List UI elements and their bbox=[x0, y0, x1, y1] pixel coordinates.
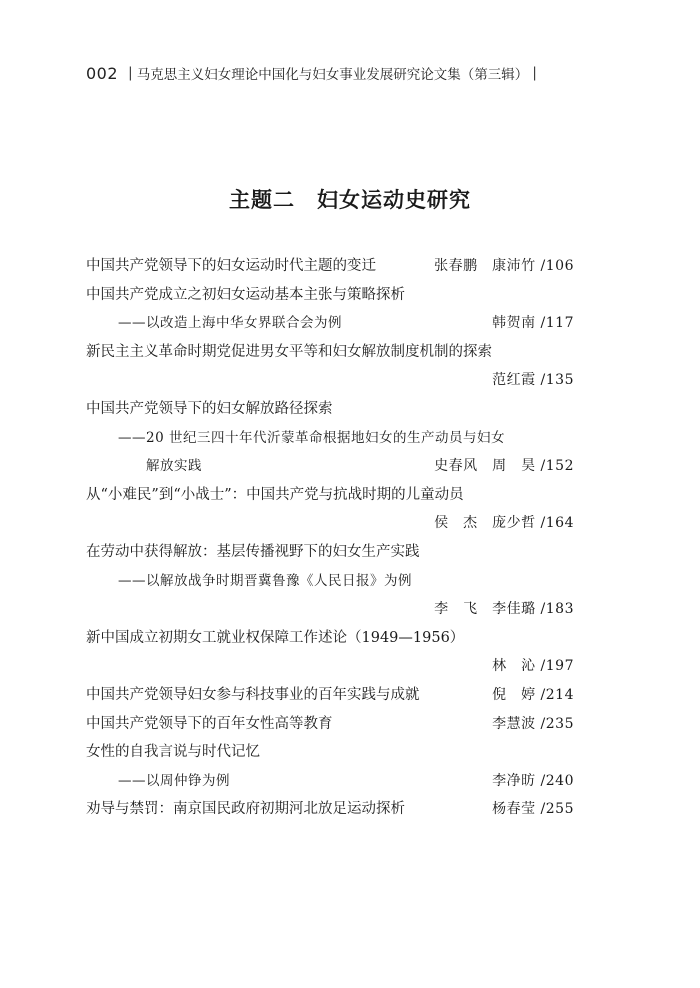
toc-entry-title: 中国共产党成立之初妇女运动基本主张与策略探析 bbox=[86, 286, 405, 303]
toc-entry-authors: 林 沁 /197 bbox=[492, 658, 574, 675]
toc-entry-authors: 李净昉 /240 bbox=[492, 772, 574, 789]
toc-entry-title: 从“小难民”到“小战士”：中国共产党与抗战时期的儿童动员 bbox=[86, 486, 464, 503]
table-of-contents bbox=[86, 252, 574, 824]
toc-entry-title: 解放实践 bbox=[146, 458, 202, 475]
toc-entry-title: 劝导与禁罚：南京国民政府初期河北放足运动探析 bbox=[86, 801, 405, 818]
toc-entry bbox=[86, 538, 574, 567]
running-header bbox=[86, 62, 541, 84]
toc-entry-title: 新民主主义革命时期党促进男女平等和妇女解放制度机制的探索 bbox=[86, 343, 492, 360]
toc-entry bbox=[86, 681, 574, 710]
toc-entry-authors: 杨春莹 /255 bbox=[492, 801, 574, 818]
header-separator: | bbox=[128, 65, 133, 81]
toc-entry-title: 女性的自我言说与时代记忆 bbox=[86, 744, 260, 761]
toc-entry-title: 新中国成立初期女工就业权保障工作述论（1949—1956） bbox=[86, 629, 465, 646]
toc-entry-title: ——以周仲铮为例 bbox=[118, 772, 230, 789]
toc-entry bbox=[86, 281, 574, 310]
toc-entry-title: ——20 世纪三四十年代沂蒙革命根据地妇女的生产动员与妇女 bbox=[118, 429, 505, 446]
toc-entry-authors: 韩贺南 /117 bbox=[492, 315, 574, 332]
toc-entry-title: 中国共产党领导下的妇女解放路径探索 bbox=[86, 400, 333, 417]
toc-entry-authors: 侯 杰 庞少哲 /164 bbox=[434, 515, 574, 532]
toc-entry-subtitle bbox=[86, 567, 574, 596]
toc-entry-title: ——以改造上海中华女界联合会为例 bbox=[118, 315, 342, 332]
toc-entry-title: 中国共产党领导下的百年女性高等教育 bbox=[86, 715, 333, 732]
toc-entry bbox=[86, 624, 574, 653]
toc-entry-authors: 倪 婷 /214 bbox=[492, 686, 574, 703]
toc-entry-subtitle bbox=[86, 767, 574, 796]
toc-entry-subtitle-cont bbox=[86, 452, 574, 481]
toc-entry-title: 中国共产党领导下的妇女运动时代主题的变迁 bbox=[86, 258, 376, 274]
toc-entry-authors: 李慧波 /235 bbox=[492, 715, 574, 732]
header-end-separator: | bbox=[532, 65, 537, 81]
toc-entry-authors: 张春鹏 康沛竹 /106 bbox=[434, 258, 574, 274]
toc-entry bbox=[86, 395, 574, 424]
toc-entry-title: 在劳动中获得解放：基层传播视野下的妇女生产实践 bbox=[86, 543, 420, 560]
toc-entry-authors: 李 飞 李佳璐 /183 bbox=[434, 601, 574, 618]
toc-entry bbox=[86, 338, 574, 367]
toc-entry-authors: 史春风 周 昊 /152 bbox=[434, 458, 574, 475]
toc-entry-subtitle bbox=[86, 424, 574, 453]
section-label: 主题二 bbox=[229, 188, 295, 212]
book-title: 马克思主义妇女理论中国化与妇女事业发展研究论文集（第三辑） bbox=[136, 67, 529, 83]
toc-entry-author-line bbox=[86, 366, 574, 395]
section-heading bbox=[0, 184, 700, 214]
toc-entry-title: 中国共产党领导妇女参与科技事业的百年实践与成就 bbox=[86, 686, 420, 703]
toc-entry-title: ——以解放战争时期晋冀鲁豫《人民日报》为例 bbox=[118, 572, 412, 589]
toc-entry-subtitle bbox=[86, 309, 574, 338]
toc-entry bbox=[86, 252, 574, 281]
toc-entry-author-line bbox=[86, 595, 574, 624]
toc-entry bbox=[86, 481, 574, 510]
toc-entry bbox=[86, 738, 574, 767]
toc-entry-author-line bbox=[86, 652, 574, 681]
page-number: 002 bbox=[86, 63, 119, 83]
section-title: 妇女运动史研究 bbox=[317, 188, 471, 212]
toc-entry-author-line bbox=[86, 509, 574, 538]
toc-entry bbox=[86, 795, 574, 824]
toc-entry bbox=[86, 710, 574, 739]
toc-entry-authors: 范红霞 /135 bbox=[492, 372, 574, 389]
